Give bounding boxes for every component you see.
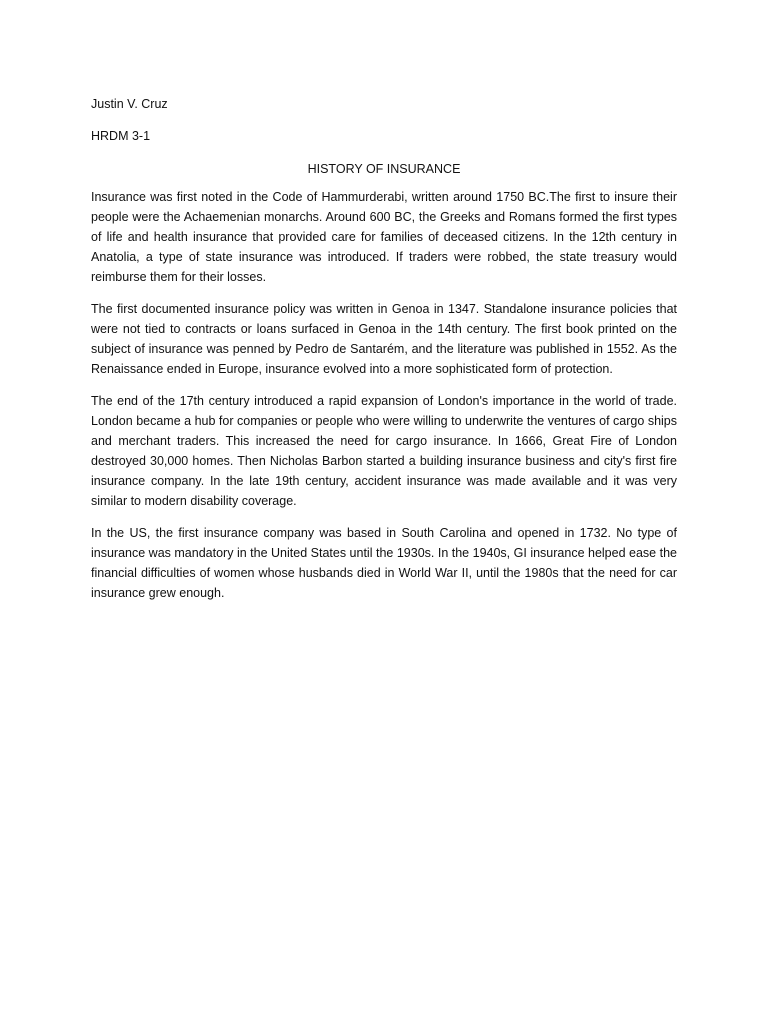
paragraph-1: Insurance was first noted in the Code of Hammurderabi, written around 1750 BC.The first to insure their people were the Achaemenian monarchs. Around 600 BC, the Greeks and Romans formed the first types of life and health insurance that provided care for families of deceased citizens. In the 12th century in Anatolia, a type of state insurance was introduced. If traders were robbed, the state treasury would reimburse them for their losses.	[91, 190, 677, 284]
section-code: HRDM 3-1	[91, 129, 151, 143]
document-title: HISTORY OF INSURANCE	[307, 162, 461, 176]
paragraph-3: The end of the 17th century introduced a rapid expansion of London's importance in the world of trade. London became a hub for companies or people who were willing to underwrite the ventures of cargo ships and merchant traders. This increased the need for cargo insurance. In 1666, Great Fire of London destroyed 30,000 homes. Then Nicholas Barbon started a building insurance business and city's first fire insurance company. In the late 19th century, accident insurance was made available and it was very similar to modern disability coverage.	[91, 394, 677, 508]
paragraph-2: The first documented insurance policy was written in Genoa in 1347. Standalone insurance policies that were not tied to contracts or loans surfaced in Genoa in the 14th century. The first book printed on the subject of insurance was penned by Pedro de Santarém, and the literature was published in 1552. As the Renaissance ended in Europe, insurance evolved into a more sophisticated form of protection.	[91, 302, 677, 376]
paragraph-4: In the US, the first insurance company was based in South Carolina and opened in 1732. No type of insurance was mandatory in the United States until the 1930s. In the 1940s, GI insurance helped ease the financial difficulties of women whose husbands died in World War II, until the 1980s that the need for car insurance grew enough.	[91, 526, 677, 600]
author-name: Justin V. Cruz	[91, 97, 168, 111]
